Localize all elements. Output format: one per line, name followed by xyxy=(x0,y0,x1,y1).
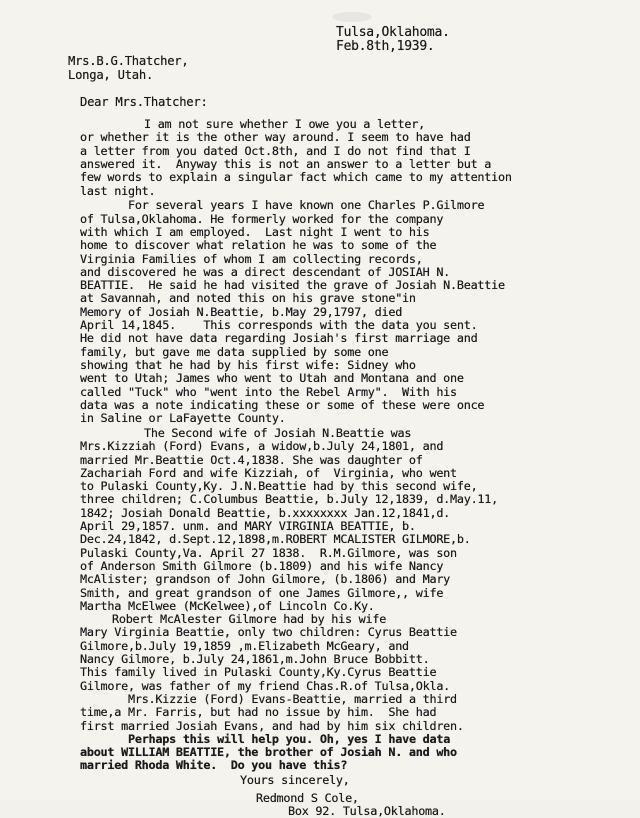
body-line: of Tulsa,Oklahoma. He formerly worked for the company xyxy=(80,211,444,226)
body-line: McAlister; grandson of John Gilmore, (b.1806) and Mary xyxy=(80,572,451,587)
body-line: went to Utah; James who went to Utah and Montana and one xyxy=(80,371,464,386)
body-line: Gilmore,b.July 19,1859 ,m.Elizabeth McGeary, and xyxy=(80,638,409,653)
body-line: Zachariah Ford and wife Kizziah, of Virginia, who went xyxy=(80,465,457,480)
body-line: 1842; Josiah Donald Beattie, b.xxxxxxxx Jan.12,1841,d. xyxy=(80,505,451,520)
body-line: last night. xyxy=(80,183,156,198)
salutation: Dear Mrs.Thatcher: xyxy=(80,95,208,109)
letter-date: Feb.8th,1939. xyxy=(336,39,435,54)
letter-place: Tulsa,Oklahoma. xyxy=(336,25,450,40)
body-line: Perhaps this will help you. Oh, yes I have data xyxy=(128,731,451,746)
body-line: with which I am employed. Last night I went to his xyxy=(80,224,430,239)
body-line: data was a note indicating these or some of these were once xyxy=(80,397,485,412)
body-line: Nancy Gilmore, b.July 24,1861,m.John Bruce Bobbitt. xyxy=(80,652,430,666)
signature: Redmond S Cole, xyxy=(256,790,359,805)
body-line: For several years I have known one Charles P.Gilmore xyxy=(128,198,485,213)
body-line: He did not have data regarding Josiah's first marriage and xyxy=(80,331,478,346)
body-line: about WILLIAM BEATTIE, the brother of Josiah N. and who xyxy=(80,745,457,760)
body-line: Memory of Josiah N.Beattie, b.May 29,1797, died xyxy=(80,304,403,319)
body-line: Smith, and great grandson of one James Gilmore,, wife xyxy=(80,585,444,600)
body-line: BEATTIE. He said he had visited the grave of Josiah N.Beattie xyxy=(80,278,505,293)
body-line: of Anderson Smith Gilmore (b.1809) and his wife Nancy xyxy=(80,558,444,573)
body-line: Pulaski County,Va. April 27 1838. R.M.Gilmore, was son xyxy=(80,545,457,560)
body-line: family, but gave me data supplied by some one xyxy=(80,344,389,359)
recipient-name: Mrs.B.G.Thatcher, xyxy=(68,54,189,68)
recipient-location: Longa, Utah. xyxy=(68,68,154,82)
body-line: at Savannah, and noted this on his grave stone"in xyxy=(80,291,416,306)
body-line: Robert McAlester Gilmore had by his wife xyxy=(112,612,387,627)
signature-address: Box 92. Tulsa,Oklahoma. xyxy=(288,803,446,818)
body-line: or whether it is the other way around. I seem to have had xyxy=(80,130,471,145)
body-line: married Rhoda White. Do you have this? xyxy=(80,758,348,773)
body-line: Virginia Families of whom I am collecting records, xyxy=(80,251,423,266)
body-line: April 14,1845. This corresponds with the data you sent. xyxy=(80,318,478,332)
body-line: April 29,1857. unm. and MARY VIRGINIA BEATTIE, b. xyxy=(80,519,416,533)
body-line: in Saline or LaFayette County. xyxy=(80,411,286,426)
body-line: three children; C.Columbus Beattie, b.July 12,1839, d.May.11, xyxy=(80,492,498,507)
body-line: I am not sure whether I owe you a letter, xyxy=(144,117,425,131)
body-line: Mary Virginia Beattie, only two children: Cyrus Beattie xyxy=(80,625,457,640)
body-line: Gilmore, was father of my friend Chas.R.of Tulsa,Okla. xyxy=(80,678,451,693)
body-line: Dec.24,1842, d.Sept.12,1898,m.ROBERT MCALISTER GILMORE,b. xyxy=(80,532,471,547)
body-line: home to discover what relation he was to some of the xyxy=(80,238,437,253)
body-line: and discovered he was a direct descendant of JOSIAH N. xyxy=(80,264,451,279)
body-line: first married Josiah Evans, and had by him six children. xyxy=(80,718,464,733)
body-line: called "Tuck" who "went into the Rebel Army". With his xyxy=(80,384,457,399)
body-line: a letter from you dated Oct.8th, and I do not find that I xyxy=(80,143,471,158)
body-line: few words to explain a singular fact which came to my attention xyxy=(80,170,512,185)
body-line: married Mr.Beattie Oct.4,1838. She was daughter of xyxy=(80,452,423,467)
body-line: Mrs.Kizzie (Ford) Evans-Beattie, married a third xyxy=(128,691,457,706)
body-line: to Pulaski County,Ky. J.N.Beattie had by this second wife, xyxy=(80,479,478,494)
body-line: Martha McElwee (McKelwee),of Lincoln Co.Ky. xyxy=(80,598,375,613)
body-line: Mrs.Kizziah (Ford) Evans, a widow,b.July 24,1801, and xyxy=(80,439,444,454)
body-line: time,a Mr. Farris, but had no issue by him. She had xyxy=(80,705,437,720)
letter-closing: Yours sincerely, xyxy=(240,772,350,787)
body-line: answered it. Anyway this is not an answer to a letter but a xyxy=(80,156,492,171)
ink-smudge xyxy=(332,12,372,22)
body-line: showing that he had by his first wife: Sidney who xyxy=(80,357,416,372)
body-line: The Second wife of Josiah N.Beattie was xyxy=(144,425,412,440)
body-line: This family lived in Pulaski County,Ky.Cyrus Beattie xyxy=(80,665,437,680)
